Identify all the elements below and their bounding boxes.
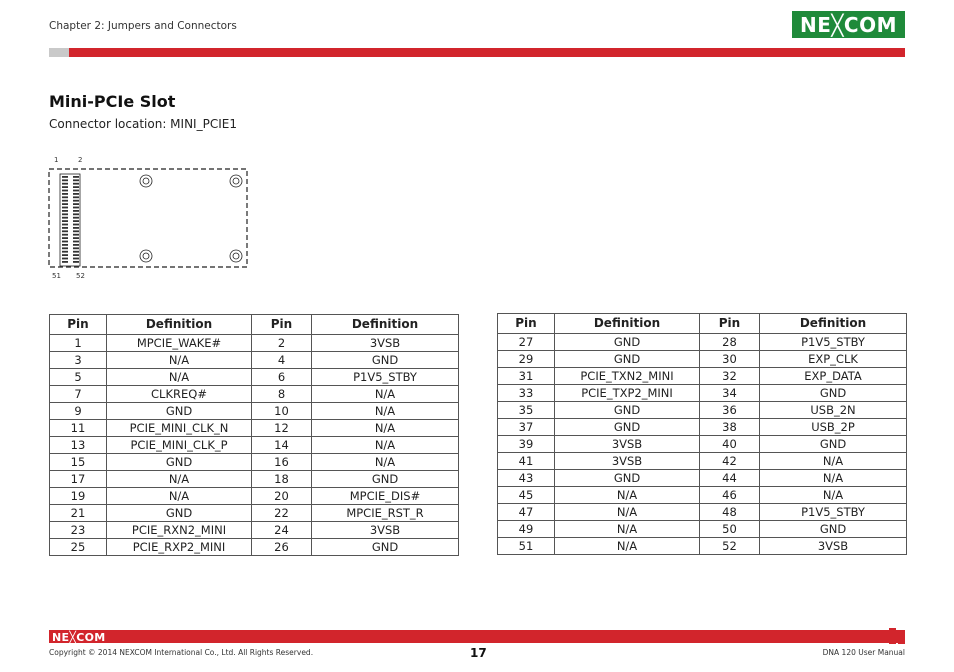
pin-definition-cell: N/A [312,437,459,454]
pin-number-cell: 30 [700,351,760,368]
pin-number-cell: 25 [50,539,107,556]
pin-table-right [497,313,907,555]
pin-contact [62,196,68,198]
pin-number-cell: 23 [50,522,107,539]
pin-definition-cell: PCIE_TXP2_MINI [555,385,700,402]
table-row [498,487,907,504]
page-number: 17 [470,646,487,660]
pin-definition-cell: MPCIE_RST_R [312,505,459,522]
pin-definition-cell: GND [107,403,252,420]
pin-number-cell: 39 [498,436,555,453]
pin-contact [73,244,79,246]
pin-definition-cell: P1V5_STBY [760,334,907,351]
pin-contact [73,183,79,185]
pin-definition-cell: GND [555,470,700,487]
pin-number-cell: 16 [252,454,312,471]
header-definition: Definition [107,315,252,335]
pin-contact [73,261,79,263]
table-row [50,369,459,386]
pin-definition-cell: USB_2P [760,419,907,436]
pin-definition-cell: P1V5_STBY [760,504,907,521]
pin-contact [73,224,79,226]
pin-number-cell: 1 [50,335,107,352]
pin-contact [73,241,79,243]
mini-pcie-diagram [46,154,252,284]
pin-number-cell: 42 [700,453,760,470]
table-row [498,436,907,453]
pin-contact [62,251,68,253]
pin-number-cell: 8 [252,386,312,403]
pin-number-cell: 48 [700,504,760,521]
pin-contact [62,247,68,249]
pin-number-cell: 22 [252,505,312,522]
table-row [50,471,459,488]
pin-number-cell: 4 [252,352,312,369]
pin-number-cell: 38 [700,419,760,436]
pin-number-cell: 37 [498,419,555,436]
pin-number-cell: 10 [252,403,312,420]
header-definition: Definition [760,314,907,334]
pin-1-label: 1 [54,156,59,164]
pin-number-cell: 5 [50,369,107,386]
pin-definition-cell: 3VSB [760,538,907,555]
pin-definition-cell: GND [312,352,459,369]
table-row [498,470,907,487]
pin-number-cell: 20 [252,488,312,505]
pin-definition-cell: GND [107,454,252,471]
pin-definition-cell: N/A [555,504,700,521]
pin-definition-cell: N/A [107,369,252,386]
pin-definition-cell: CLKREQ# [107,386,252,403]
table-row [50,539,459,556]
nexcom-logo [792,11,905,38]
table-row [498,419,907,436]
pin-definition-cell: PCIE_MINI_CLK_N [107,420,252,437]
table-row [50,420,459,437]
pin-number-cell: 11 [50,420,107,437]
pin-contact [73,207,79,209]
pin-definition-cell: N/A [312,420,459,437]
pin-definition-cell: EXP_CLK [760,351,907,368]
pin-definition-cell: N/A [312,454,459,471]
connector-location: Connector location: MINI_PCIE1 [49,117,237,131]
table-header-row [50,315,459,335]
chapter-heading: Chapter 2: Jumpers and Connectors [49,20,237,32]
pin-contact [73,237,79,239]
table-row [50,437,459,454]
pin-contact [62,183,68,185]
pin-definition-cell: GND [760,385,907,402]
table-row [498,351,907,368]
pin-contact [73,217,79,219]
pin-number-cell: 50 [700,521,760,538]
header-pin: Pin [700,314,760,334]
pin-definition-cell: 3VSB [555,436,700,453]
pin-definition-cell: MPCIE_WAKE# [107,335,252,352]
pin-number-cell: 32 [700,368,760,385]
pin-number-cell: 19 [50,488,107,505]
pin-contact [62,193,68,195]
pin-definition-cell: EXP_DATA [760,368,907,385]
table-row [498,334,907,351]
pin-number-cell: 47 [498,504,555,521]
pin-number-cell: 28 [700,334,760,351]
pin-contact [73,186,79,188]
pin-contact [62,179,68,181]
pin-definition-cell: 3VSB [312,522,459,539]
pin-definition-cell: GND [555,334,700,351]
pin-contact [62,244,68,246]
pin-contact [73,230,79,232]
pin-definition-cell: 3VSB [555,453,700,470]
header-pin: Pin [252,315,312,335]
pin-definition-cell: GND [312,471,459,488]
pin-number-cell: 43 [498,470,555,487]
footer-rule [49,630,905,643]
pin-definition-cell: GND [312,539,459,556]
pin-contact [73,176,79,178]
pin-contact [62,217,68,219]
pin-number-cell: 35 [498,402,555,419]
pin-contact [62,207,68,209]
table-row [498,504,907,521]
pin-number-cell: 34 [700,385,760,402]
pin-number-cell: 41 [498,453,555,470]
pin-number-cell: 14 [252,437,312,454]
footer-squares-icon [889,628,905,644]
table-row [498,521,907,538]
pin-number-cell: 26 [252,539,312,556]
pin-2-label: 2 [78,156,83,164]
pin-definition-cell: N/A [107,352,252,369]
table-header-row [498,314,907,334]
header-pin: Pin [498,314,555,334]
pin-definition-cell: N/A [107,471,252,488]
table-row [50,522,459,539]
pin-number-cell: 7 [50,386,107,403]
pin-contact [73,247,79,249]
pin-number-cell: 12 [252,420,312,437]
pin-number-cell: 21 [50,505,107,522]
header-definition: Definition [312,315,459,335]
pin-definition-cell: N/A [312,403,459,420]
pin-contact [62,227,68,229]
pin-definition-cell: GND [555,419,700,436]
pin-number-cell: 13 [50,437,107,454]
pin-definition-cell: GND [107,505,252,522]
pin-contact [73,193,79,195]
header-rule-accent [49,48,69,57]
section-title: Mini-PCIe Slot [49,92,176,111]
pin-definition-cell: GND [555,402,700,419]
pin-definition-cell: 3VSB [312,335,459,352]
pin-number-cell: 29 [498,351,555,368]
pin-number-cell: 51 [498,538,555,555]
pin-definition-cell: PCIE_RXN2_MINI [107,522,252,539]
pin-definition-cell: N/A [555,538,700,555]
pin-definition-cell: USB_2N [760,402,907,419]
pin-definition-cell: N/A [555,487,700,504]
copyright-text: Copyright © 2014 NEXCOM International Co., Ltd. All Rights Reserved. [49,648,314,657]
pin-contact [62,224,68,226]
header-definition: Definition [555,314,700,334]
pin-definition-cell: GND [760,436,907,453]
pin-contact [73,258,79,260]
pin-table-left [49,314,459,556]
pin-contact [73,203,79,205]
pin-number-cell: 3 [50,352,107,369]
table-row [498,538,907,555]
pin-definition-cell: GND [555,351,700,368]
pin-contact [73,200,79,202]
table-row [50,386,459,403]
pin-number-cell: 24 [252,522,312,539]
table-row [50,335,459,352]
table-row [50,454,459,471]
pin-contact [73,220,79,222]
pin-contact [73,213,79,215]
pin-contact [62,258,68,260]
pin-number-cell: 36 [700,402,760,419]
pin-definition-cell: N/A [107,488,252,505]
table-row [498,453,907,470]
header-rule [49,48,905,57]
pin-contact [73,254,79,256]
pin-contact [62,203,68,205]
pin-definition-cell: PCIE_RXP2_MINI [107,539,252,556]
footer-logo: NE╳COM [52,631,106,644]
pin-contact [73,179,79,181]
pin-definition-cell: GND [760,521,907,538]
table-row [50,403,459,420]
pin-contact [62,254,68,256]
pin-contact [73,190,79,192]
pin-number-cell: 17 [50,471,107,488]
pin-contact [73,196,79,198]
pin-definition-cell: N/A [555,521,700,538]
table-row [50,488,459,505]
pin-contact [62,220,68,222]
pin-number-cell: 31 [498,368,555,385]
pin-number-cell: 46 [700,487,760,504]
pin-definition-cell: N/A [760,470,907,487]
pin-contact [62,176,68,178]
pin-contact [73,210,79,212]
pin-contact [73,251,79,253]
pin-number-cell: 18 [252,471,312,488]
pin-number-cell: 2 [252,335,312,352]
pin-number-cell: 33 [498,385,555,402]
pin-52-label: 52 [76,272,85,280]
pin-number-cell: 45 [498,487,555,504]
manual-title: DNA 120 User Manual [822,648,905,657]
pin-definition-cell: PCIE_MINI_CLK_P [107,437,252,454]
pin-number-cell: 27 [498,334,555,351]
header-pin: Pin [50,315,107,335]
pin-number-cell: 9 [50,403,107,420]
table-row [498,402,907,419]
pin-contact [62,241,68,243]
pin-number-cell: 40 [700,436,760,453]
pin-contact [62,210,68,212]
table-row [498,368,907,385]
pin-number-cell: 44 [700,470,760,487]
pin-contact [62,234,68,236]
pin-definition-cell: N/A [312,386,459,403]
pin-contact [62,230,68,232]
pin-51-label: 51 [52,272,61,280]
pin-number-cell: 6 [252,369,312,386]
table-row [498,385,907,402]
pin-contact [62,261,68,263]
pin-definition-cell: PCIE_TXN2_MINI [555,368,700,385]
pin-definition-cell: N/A [760,453,907,470]
pin-contact [62,190,68,192]
pin-number-cell: 52 [700,538,760,555]
table-row [50,505,459,522]
pin-definition-cell: MPCIE_DIS# [312,488,459,505]
pin-number-cell: 49 [498,521,555,538]
pin-contact [62,200,68,202]
pin-contact [62,186,68,188]
pin-contact [62,213,68,215]
pin-definition-cell: N/A [760,487,907,504]
pin-contact [73,227,79,229]
pin-contact [73,234,79,236]
logo-text: NE╳COM [799,12,898,37]
pin-definition-cell: P1V5_STBY [312,369,459,386]
pin-contact [62,237,68,239]
connector-outline [46,166,252,278]
table-row [50,352,459,369]
pin-number-cell: 15 [50,454,107,471]
